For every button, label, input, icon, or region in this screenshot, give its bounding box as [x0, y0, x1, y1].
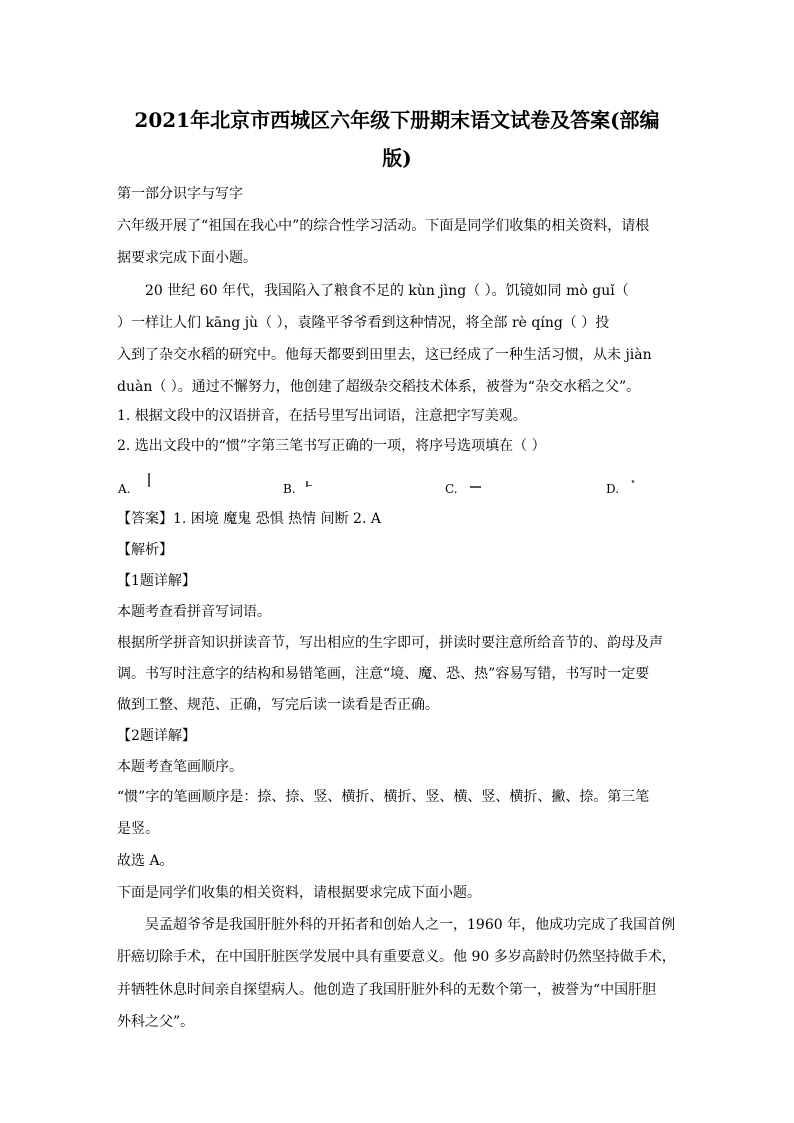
option-a: A. — [118, 482, 131, 496]
paragraph-line: 入到了杂交水稻的研究中。他每天都要到田里去，这已经成了一种生活习惯，从未 jiàn — [117, 347, 652, 363]
paragraph-line: 本题考查笔画顺序。 — [117, 759, 243, 775]
paragraph-line: ）一样让人们 kāng jù（ ），袁隆平爷爷看到这种情况，将全部 rè qíng（ ）投 — [117, 315, 610, 331]
paragraph-line: 做到工整、规范、正确，写完后读一读看是否正确。 — [117, 697, 439, 713]
option-c: C. — [445, 482, 458, 496]
paragraph-line: 并牺牲休息时间亲自探望病人。他创造了我国肝脏外科的无数个第一，被誉为“中国肝胆 — [117, 982, 657, 998]
stroke-horizontal-icon — [470, 486, 481, 488]
paragraph-line: 调。书写时注意字的结构和易错笔画，注意“境、魔、恐、热”容易写错，书写时一定要 — [117, 666, 650, 682]
option-b: B. — [283, 482, 296, 496]
question-1: 1. 根据文段中的汉语拼音，在括号里写出词语，注意把字写美观。 — [117, 408, 527, 424]
paragraph-line: 肝癌切除手术，在中国肝脏医学发展中具有重要意义。他 90 多岁高龄时仍然坚持做手术， — [117, 949, 676, 965]
paragraph-line: 20 世纪 60 年代，我国陷入了粮食不足的 kùn jìng（ ）。饥镜如同 mò guǐ（ — [145, 283, 629, 299]
stroke-vertical-rise-icon — [306, 481, 308, 487]
paragraph-line: 据要求完成下面小题。 — [117, 250, 257, 266]
stroke-vertical-icon — [148, 473, 150, 487]
answer-line: 【答案】1. 困境 魔鬼 恐惧 热情 间断 2. A — [117, 511, 381, 527]
question-2: 2. 选出文段中的“惯”字第三笔书写正确的一项，将序号选项填在（ ） — [117, 438, 546, 454]
paragraph-line: “惯”字的笔画顺序是：捺、捺、竖、横折、横折、竖、横、竖、横折、撇、捺。第三笔 — [117, 789, 650, 805]
paragraph-line: 外科之父”。 — [117, 1014, 195, 1030]
paragraph-line: 根据所学拼音知识拼读音节，写出相应的生字即可，拼读时要注意所给音节的、韵母及声 — [117, 635, 663, 651]
stroke-dot-icon — [631, 480, 634, 484]
paragraph-line: duàn（ ）。通过不懈努力，他创建了超级杂交稻技术体系，被誉为“杂交水稻之父”。 — [117, 379, 641, 395]
option-d: D. — [606, 482, 620, 496]
stroke-rise-icon — [306, 485, 312, 486]
paragraph-line: 六年级开展了“祖国在我心中”的综合性学习活动。下面是同学们收集的相关资料，请根 — [117, 218, 650, 234]
q2-detail-heading: 【2题详解】 — [117, 728, 196, 744]
doc-title-line2: 版) — [382, 146, 412, 170]
analysis-heading: 【解析】 — [117, 542, 173, 558]
q1-detail-heading: 【1题详解】 — [117, 573, 196, 589]
paragraph-line: 本题考查看拼音写词语。 — [117, 604, 271, 620]
paragraph-line: 下面是同学们收集的相关资料，请根据要求完成下面小题。 — [117, 885, 481, 901]
paragraph-line: 是竖。 — [117, 821, 159, 837]
section-heading: 第一部分识字与写字 — [117, 186, 243, 202]
doc-title-line1: 2021年北京市西城区六年级下册期末语文试卷及答案(部编 — [134, 108, 660, 132]
paragraph-line: 故选 A。 — [117, 853, 174, 869]
paragraph-line: 吴孟超爷爷是我国肝脏外科的开拓者和创始人之一，1960 年，他成功完成了我国首例 — [145, 917, 676, 933]
